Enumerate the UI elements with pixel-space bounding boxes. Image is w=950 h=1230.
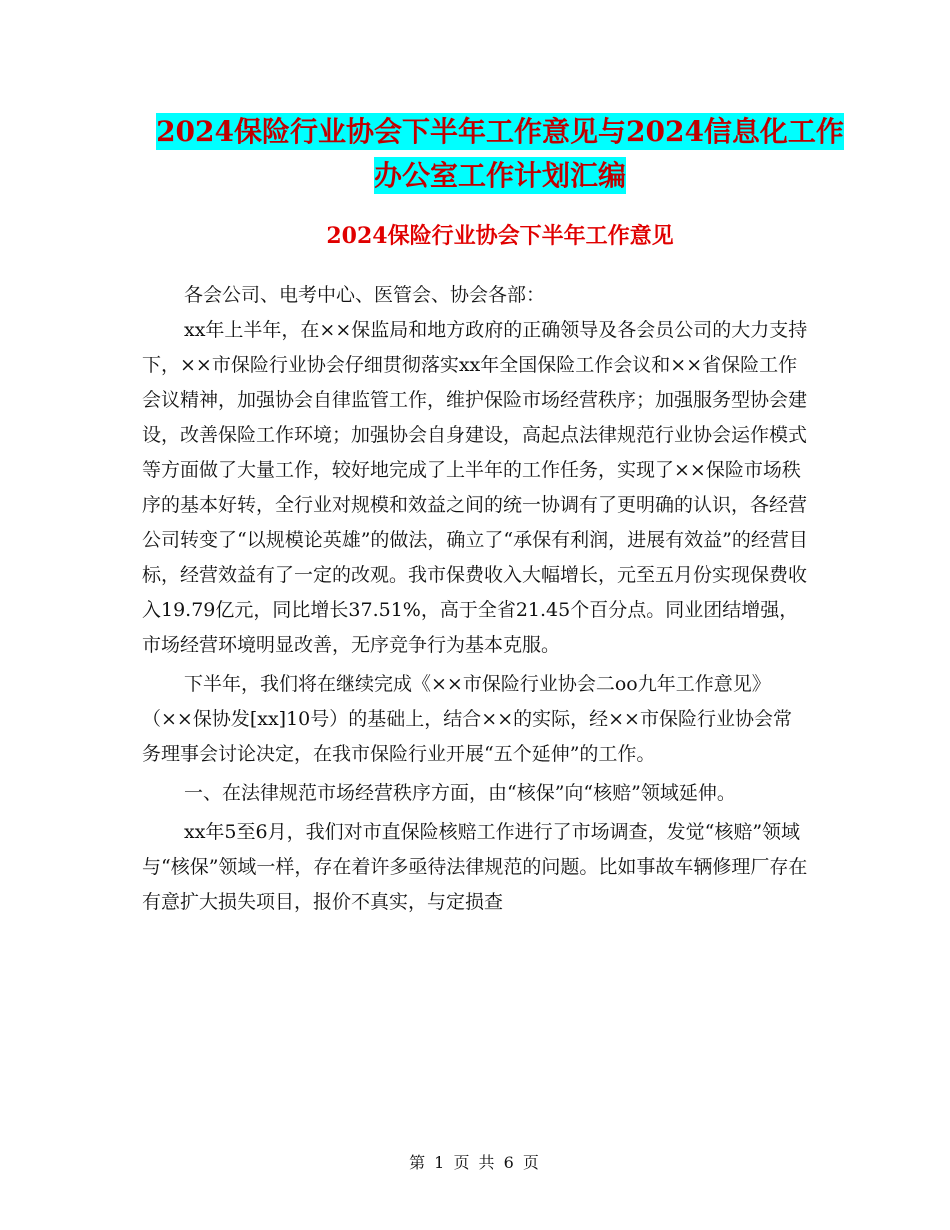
document-title-line-1 — [140, 108, 860, 156]
paragraph-claims-survey: xx年5至6月，我们对市直保险核赔工作进行了市场调查，发觉“核赔”领域与“核保”领域一样，存在着许多亟待法律规范的问题。比如事故车辆修理厂存在有意扩大损失项目，报价不真实，与定损查 — [142, 821, 808, 913]
section-heading: 2024保险行业协会下半年工作意见 — [326, 223, 674, 249]
page-footer: 第 1 页 共 6 页 — [409, 1153, 541, 1172]
paragraph-first-half-summary: xx年上半年，在××保监局和地方政府的正确领导及各会员公司的大力支持下，××市保险行业协会仔细贯彻落实xx年全国保险工作会议和××省保险工作会议精神，加强协会自律监管工作，维护保险市场经营秩序；加强服务型协会建设，改善保险工作环境；加强协会自身建设，高起点法律规范行业协会运作模式等方面做了大量工作，较好地完成了上半年的工作任务，实现了××保险市场秩序的基本好转，全行业对规模和效益之间的统一协调有了更明确的认识，各经营公司转变了“以规模论英雄”的做法，确立了“承保有利润，进展有效益”的经营目标，经营效益有了一定的改观。我市保费收入大幅增长，元至五月份实现保费收入19.79亿元，同比增长37.51%，高于全省21.45个百分点。同业团结增强，市场经营环境明显改善，无序竞争行为基本克服。 — [142, 319, 808, 656]
title-highlight-1: 2024保险行业协会下半年工作意见与2024信息化工作 — [156, 115, 844, 148]
paragraph-second-half-plan: 下半年，我们将在继续完成《××市保险行业协会二oo九年工作意见》（××保协发[xx]10号）的基础上，结合××的实际，经××市保险行业协会常务理事会讨论决定，在我市保险行业开展“五个延伸”的工作。 — [142, 673, 792, 765]
paragraph-section-one-heading: 一、在法律规范市场经营秩序方面，由“核保”向“核赔”领域延伸。 — [184, 782, 736, 804]
document-body — [142, 278, 810, 920]
document-title-line-2 — [140, 152, 860, 200]
salutation: 各会公司、电考中心、医管会、协会各部： — [184, 284, 546, 306]
title-highlight-2: 办公室工作计划汇编 — [373, 159, 626, 192]
